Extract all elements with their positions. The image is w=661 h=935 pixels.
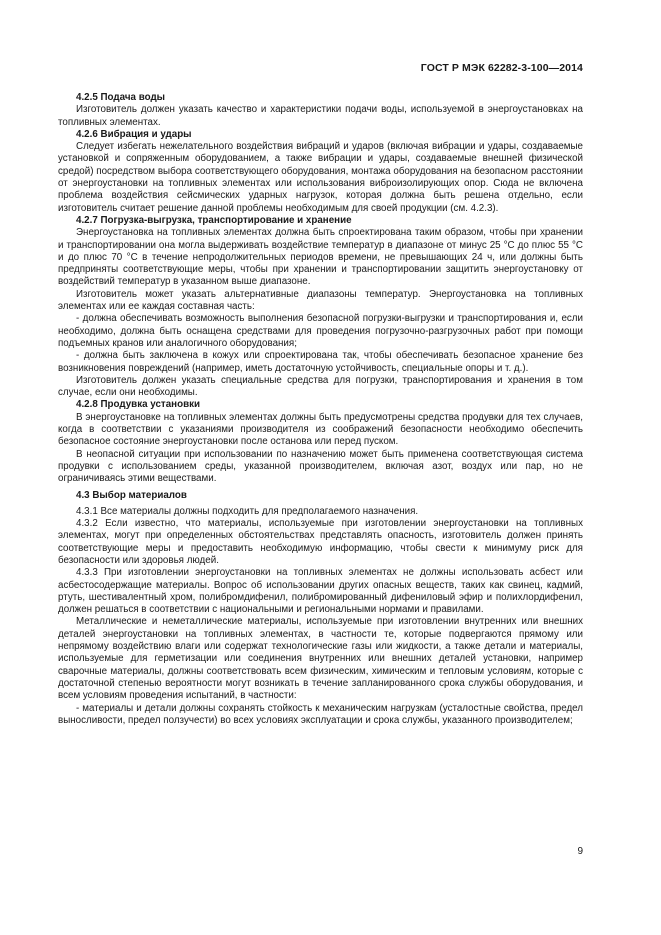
paragraph: 4.3.3 При изготовлении энергоустановки на топливных элементах не должны использовать асбест или асбестосодержащие материалы. Вопрос об использовании других опасных веществ, таких как свинец, кадмий, ртуть, шестивалентный хром, полибромдифенил, полибромированный дифениловый эфир и полихлордифенил, должен решаться в соответствии с национальными и региональными нормами и правилами. <box>58 567 583 616</box>
list-item: - должна быть заключена в кожух или спроектирована так, чтобы обеспечивать безопасное хранение без возникновения повреждений (например, иметь достаточную устойчивость, специальные опоры и т. д.). <box>58 350 583 374</box>
document-header: ГОСТ Р МЭК 62282-3-100—2014 <box>420 62 583 74</box>
list-item: - материалы и детали должны сохранять стойкость к механическим нагрузкам (усталостные свойства, предел выносливости, предел ползучести) во всех условиях эксплуатации и срока службы, указанного производителем; <box>58 702 583 726</box>
section-heading: 4.2.5 Подача воды <box>76 92 166 103</box>
list-item: - должна обеспечивать возможность выполнения безопасной погрузки-выгрузки и транспортирования и, если необходимо, должна быть оснащена средствами для проведения погрузочно-разгрузочных работ при помощи подъемных кранов или аналогичного оборудования; <box>58 313 583 349</box>
paragraph: Изготовитель должен указать качество и характеристики подачи воды, используемой в энергоустановках на топливных элементах. <box>58 104 583 128</box>
paragraph: 4.3.1 Все материалы должны подходить для предполагаемого назначения. <box>76 505 419 517</box>
section-heading: 4.2.7 Погрузка-выгрузка, транспортирование и хранение <box>76 214 352 226</box>
section-heading: 4.3 Выбор материалов <box>76 489 187 501</box>
paragraph: В неопасной ситуации при использовании по назначению может быть применена соответствующая система продувки с использованием среды, указанной производителем, включая азот, воздух или пар, но не ограничиваясь этими веществами. <box>58 448 583 485</box>
paragraph: Следует избегать нежелательного воздействия вибраций и ударов (включая вибрации и удары, создаваемые установкой и сопряженным оборудованием, а также вибрации и удары, создаваемые внешней физической средой) посредством выбора соответствующего оборудования, монтажа оборудования на безопасном расстоянии от энергоустановки на топливных элементах или использования виброизолирующих опор. Сюда не включена проблема воздействия сейсмических ударных нагрузок, которая должна быть решена отдельно, если изготовитель считает решение данной проблемы необходимым для своей продукции (см. 4.2.3). <box>58 141 583 214</box>
paragraph: 4.3.2 Если известно, что материалы, используемые при изготовлении энергоустановки на топливных элементах, могут при определенных обстоятельствах представлять опасность, изготовитель должен принять соответствующие меры и предоставить необходимую информацию, чтобы свести к минимуму риск для безопасности или здоровья людей. <box>58 518 583 566</box>
page-number: 9 <box>577 846 583 857</box>
paragraph: Изготовитель должен указать специальные средства для погрузки, транспортирования и хранения в том случае, если они необходимы. <box>58 374 583 399</box>
paragraph: Изготовитель может указать альтернативные диапазоны температур. Энергоустановка на топливных элементах или ее каждая составная часть: <box>58 288 583 313</box>
section-heading: 4.2.8 Продувка установки <box>76 399 201 411</box>
paragraph: Энергоустановка на топливных элементах должна быть спроектирована таким образом, чтобы при хранении и транспортировании она могла выдерживать воздействие температур в диапазоне от минус 25 °С до плюс 55 °С и до плюс 70 °С в течение непродолжительных периодов времени, не превышающих 24 ч, или должны быть предприняты соответствующие меры, чтобы при хранении и транспортировании защитить энергоустановку от воздействий температур в указанном выше диапазоне. <box>58 227 583 288</box>
document-body <box>58 92 583 727</box>
paragraph: Металлические и неметаллические материалы, используемые при изготовлении внутренних или внешних деталей энергоустановки на топливных элементах, в частности те, которые подвергаются прямому или непрямому воздействию влаги или содержат технологические газы или жидкости, а также детали и материалы, используемые для герметизации или соединения внутренних или внешних деталей установки, например сварочные материалы, должны соответствовать всем физическим, химическим и тепловым условиям, которые с достаточной степенью вероятности могут возникать в течение запланированного срока службы оборудования, и всем условиям проведения испытаний, в частности: <box>58 616 583 702</box>
section-heading: 4.2.6 Вибрация и удары <box>76 128 192 140</box>
paragraph: В энергоустановке на топливных элементах должны быть предусмотрены средства продувки для тех случаев, когда в соответствии с указаниями производителя из соображений безопасности необходимо обеспечить безопасное состояние энергоустановки после останова или перед пуском. <box>58 411 583 448</box>
